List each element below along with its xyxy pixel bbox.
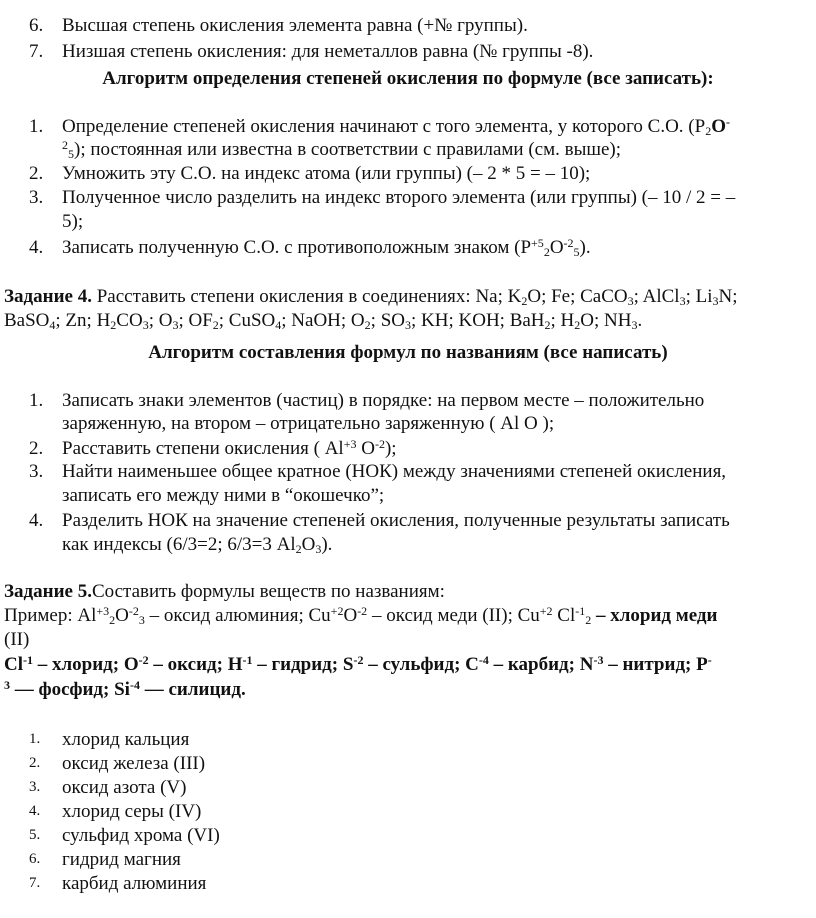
task-5-example: Пример: $Al^{+3}_2O^{-2}_3$ – оксид алюминия; $Cu^{+2}O^{-2}$ – оксид меди (II); $Cu^{+2}$ $Cl^{-1}_2$ – хлорид меди (4, 604, 718, 627)
list-text: карбид алюминия (62, 873, 207, 894)
list-number: 1. (29, 390, 44, 411)
anion-list: $Cl^{-1}$ – хлорид; $O^{-2}$ – оксид; $H^{-1}$ – гидрид; $S^{-2}$ – сульфид; $C^{-4}$ – карбид; $N^{-3}$ – нитрид; P- (4, 653, 712, 675)
list-number: 2. (29, 755, 41, 771)
list-text: Записать знаки элементов (частиц) в порядке: на первом месте – положительно (62, 390, 705, 411)
list-number: 2. (29, 438, 44, 459)
list-text: как индексы (6/3=2; 6/3=3 $Al_2O_3$). (62, 534, 333, 556)
list-text: сульфид хрома (VI) (62, 825, 220, 846)
list-number: 1. (29, 116, 44, 137)
list-text: хлорид серы (IV) (62, 801, 202, 822)
list-number: 3. (29, 461, 44, 482)
list-text: хлорид кальция (62, 729, 190, 750)
list-text: Расставить степени окисления ( $Al^{+3}$ $O^{-2}$); (62, 437, 397, 459)
list-text: Высшая степень окисления элемента равна (+№ группы). (62, 15, 528, 36)
task-4-compounds: BaSO$_4$; Zn; $H_2CO_3$; $O_3$; $OF_2$; CuSO$_4$; NaOH; $O_2$; $SO_3$; KH; KOH; BaH$_2$; $H_2O$; $NH_3$. (4, 310, 643, 332)
list-text: заряженную, на втором – отрицательно заряженную ( Al O ); (62, 413, 555, 434)
list-text: записать его между ними в “окошечко”; (62, 485, 385, 506)
list-number: 4. (29, 237, 44, 258)
list-text: оксид азота (V) (62, 777, 187, 798)
list-number: 1. (29, 731, 41, 747)
list-text: оксид железа (III) (62, 753, 206, 774)
list-number: 5. (29, 827, 41, 843)
list-number: 3. (29, 187, 44, 208)
list-text: Умножить эту С.О. на индекс атома (или группы) (– 2 * 5 = – 10); (62, 163, 591, 184)
list-number: 3. (29, 779, 41, 795)
list-number: 4. (29, 510, 44, 531)
list-text: Записать полученную С.О. с противоположным знаком $(P^{+5}_2O^{-2}_5)$. (62, 236, 591, 259)
task-5-example-continuation: (II) (4, 629, 30, 650)
list-number: 6. (29, 15, 44, 36)
section-heading: Алгоритм определения степеней окисления по формуле (все записать): (102, 68, 714, 89)
list-text: 5); (62, 211, 84, 232)
list-number: 7. (29, 875, 41, 891)
task-4-paragraph: Задание 4. Расставить степени окисления в соединениях: Na; $K_2O$; Fe; CaCO$_3$; AlCl$_3$; $Li_3N$; (4, 286, 738, 308)
task-label: Задание 4. (4, 286, 92, 307)
list-text: Определение степеней окисления начинают с того элемента, у которого С.О. ($P_2O^-$ (62, 115, 730, 138)
list-number: 4. (29, 803, 41, 819)
list-text: гидрид магния (62, 849, 181, 870)
list-text: Разделить НОК на значение степеней окисления, полученные результаты записать (62, 510, 730, 531)
list-text: $^2_5$); постоянная или известна в соответствии с правилами (см. выше); (62, 138, 622, 161)
anion-list-continuation: $^3$ –– фосфид; $Si^{-4}$ –– силицид. (4, 678, 246, 700)
task-5-paragraph: Задание 5.Составить формулы веществ по названиям: (4, 581, 445, 602)
list-text: Низшая степень окисления: для неметаллов равна (№ группы -8). (62, 41, 594, 62)
section-heading: Алгоритм составления формул по названиям (все написать) (148, 342, 668, 363)
list-text: Полученное число разделить на индекс второго элемента (или группы) (– 10 / 2 = – (62, 187, 736, 208)
list-number: 6. (29, 851, 41, 867)
task-label: Задание 5. (4, 581, 92, 602)
list-number: 7. (29, 41, 44, 62)
list-text: Найти наименьшее общее кратное (НОК) между значениями степеней окисления, (62, 461, 727, 482)
list-number: 2. (29, 163, 44, 184)
